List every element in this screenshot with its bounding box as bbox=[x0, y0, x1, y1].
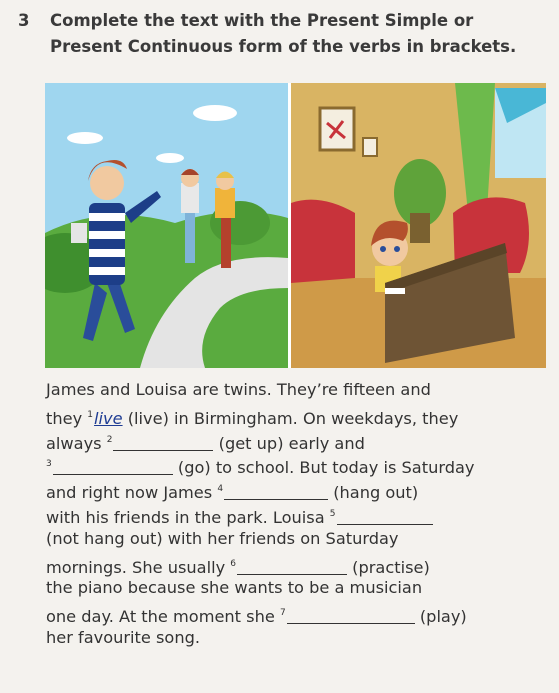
gap-number: 1 bbox=[87, 409, 94, 420]
illustrations bbox=[45, 83, 546, 368]
text: (play) bbox=[414, 607, 467, 627]
story-line bbox=[46, 552, 546, 577]
text: with his friends in the park. Louisa bbox=[46, 507, 330, 527]
story-line bbox=[46, 527, 546, 552]
text: her favourite song. bbox=[46, 627, 201, 647]
gap-number: 2 bbox=[106, 434, 113, 445]
gap-4-blank[interactable] bbox=[224, 482, 328, 500]
gap-2-blank[interactable] bbox=[113, 433, 213, 451]
text: always bbox=[46, 433, 107, 453]
story-line bbox=[46, 378, 546, 403]
text: (live) in Birmingham. On weekdays, they bbox=[122, 408, 459, 428]
text: one day. At the moment she bbox=[46, 607, 280, 627]
gap-number: 3 bbox=[46, 459, 52, 470]
gap-3-blank[interactable] bbox=[53, 457, 173, 475]
story-line bbox=[46, 626, 546, 651]
gap-number: 4 bbox=[217, 484, 224, 495]
gap-number: 7 bbox=[279, 608, 286, 619]
example-answer: live bbox=[94, 408, 123, 428]
text: and right now James bbox=[46, 483, 218, 503]
text: (go) to school. But today is Saturday bbox=[172, 458, 475, 478]
story-line bbox=[46, 428, 546, 453]
text: (not hang out) with her friends on Saturday bbox=[46, 528, 399, 548]
gap-5-blank[interactable] bbox=[337, 507, 433, 525]
text: they bbox=[46, 408, 88, 428]
living-room-illustration bbox=[291, 83, 546, 368]
story-line bbox=[46, 502, 546, 527]
park-illustration bbox=[45, 83, 288, 368]
story-line bbox=[46, 452, 546, 477]
gap-number: 5 bbox=[329, 508, 336, 519]
story-line bbox=[46, 477, 546, 502]
story-line bbox=[46, 576, 546, 601]
text: (get up) early and bbox=[213, 433, 365, 453]
gap-6-blank[interactable] bbox=[237, 557, 347, 575]
text: (hang out) bbox=[328, 483, 419, 503]
illustrations-svg bbox=[45, 83, 546, 368]
text: James and Louisa are twins. They’re fifteen and bbox=[46, 380, 431, 399]
text: mornings. She usually bbox=[46, 557, 231, 577]
story-text bbox=[46, 378, 546, 651]
text: (practise) bbox=[347, 557, 430, 577]
story-line bbox=[46, 403, 546, 428]
gap-number: 6 bbox=[230, 558, 237, 569]
exercise-number: 3 bbox=[18, 11, 30, 30]
gap-7-blank[interactable] bbox=[287, 606, 415, 624]
story-line bbox=[46, 601, 546, 626]
text: the piano because she wants to be a musician bbox=[46, 578, 423, 598]
exercise-instruction: Complete the text with the Present Simple or Present Continuous form of the verbs in brackets. bbox=[50, 11, 517, 56]
